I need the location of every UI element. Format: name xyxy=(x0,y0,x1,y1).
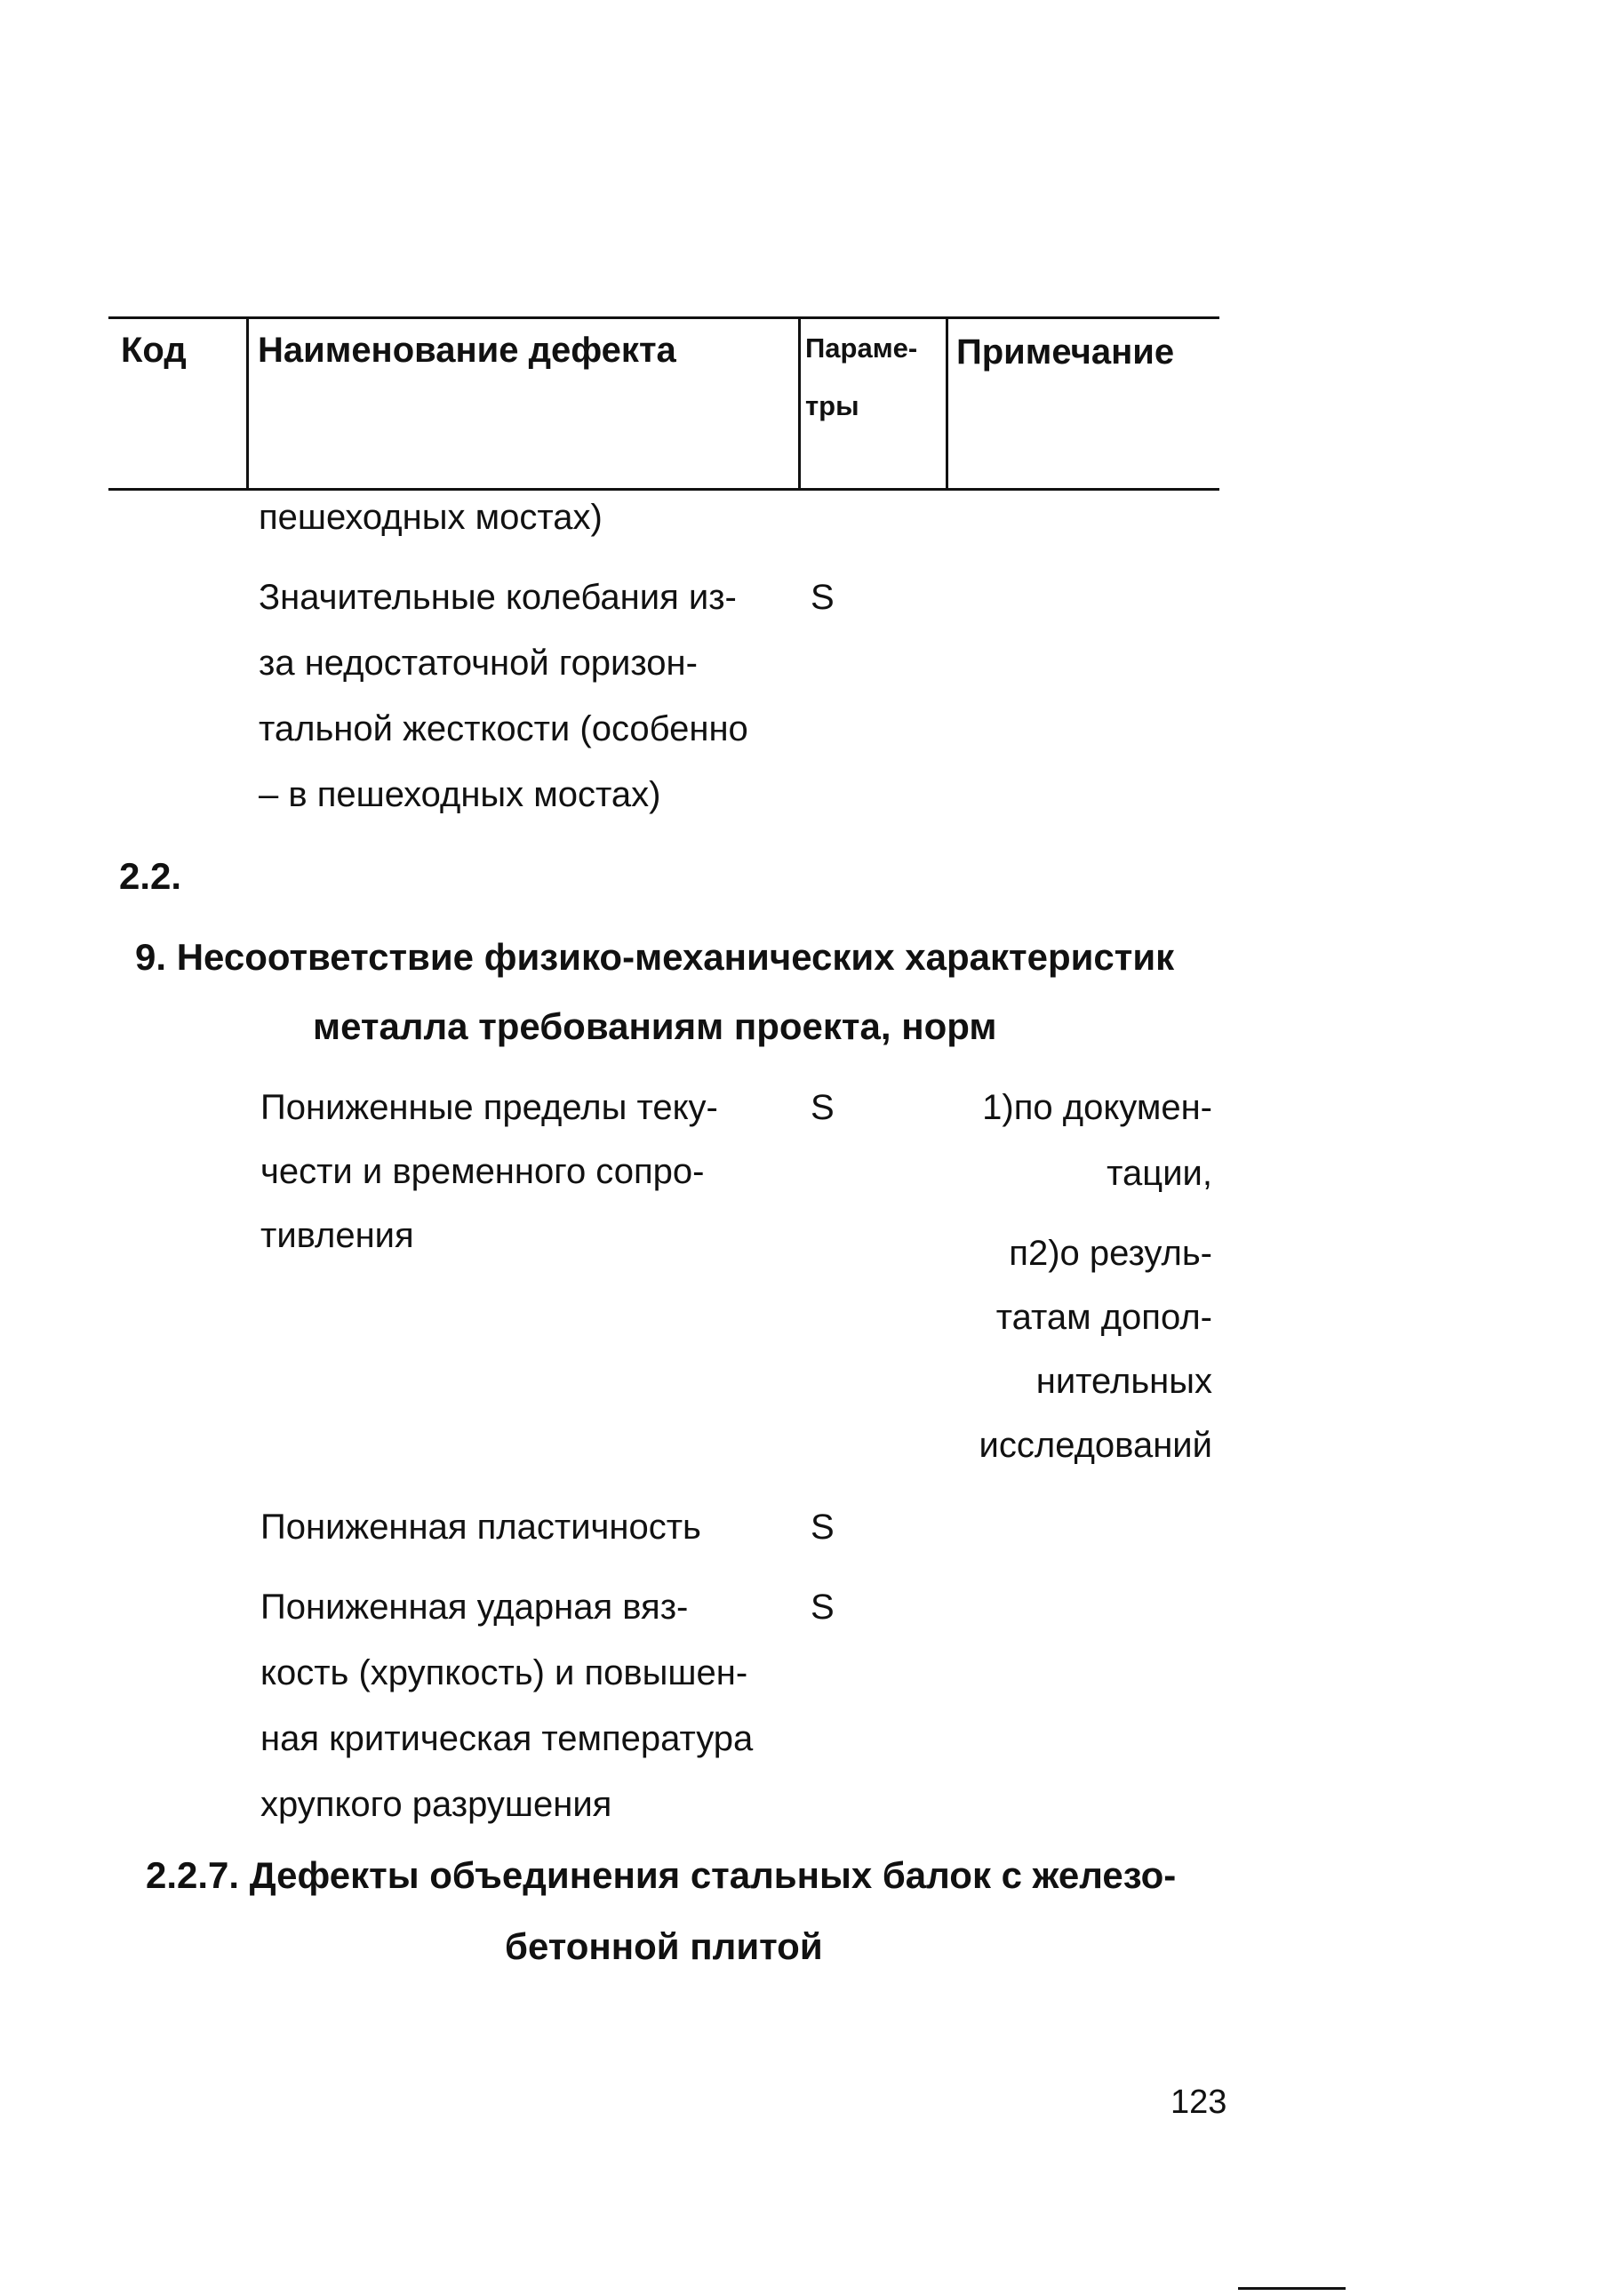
row9-3-name-line-1: Пониженная ударная вяз- xyxy=(260,1588,689,1627)
header-code: Код xyxy=(121,331,187,370)
row9-2-name-line-1: Пониженная пластичность xyxy=(260,1508,701,1547)
header-params-line1: Параме- xyxy=(805,332,918,364)
header-defect-name: Наименование дефекта xyxy=(258,331,676,370)
section9-heading-line1: 9. Несоответствие физико-механических характеристик xyxy=(135,936,1175,978)
row9-3-param: S xyxy=(811,1588,835,1627)
row9-1-note-line-1: 1)по докумен- xyxy=(982,1088,1212,1127)
table-col-divider-3 xyxy=(946,317,948,490)
section9-heading-line2: металла требованиям проекта, норм xyxy=(313,1005,997,1047)
continuation-line: пешеходных мостах) xyxy=(259,498,603,537)
vibration-line-1: Значительные колебания из- xyxy=(259,578,737,617)
table-top-rule xyxy=(108,316,1219,319)
table-col-divider-2 xyxy=(798,317,801,490)
bottom-right-rule xyxy=(1238,2287,1346,2290)
row9-2-param: S xyxy=(811,1508,835,1547)
row9-1-param: S xyxy=(811,1088,835,1127)
header-params-line2: тры xyxy=(805,390,859,421)
header-note: Примечание xyxy=(956,332,1175,372)
row9-1-name-line-2: чести и временного сопро- xyxy=(260,1152,705,1191)
row9-3-name-line-4: хрупкого разрушения xyxy=(260,1785,612,1824)
row9-1-note-line-6: исследований xyxy=(979,1426,1212,1465)
vibration-line-4: – в пешеходных мостах) xyxy=(259,775,661,814)
section227-heading-line1: 2.2.7. Дефекты объединения стальных балок с железо- xyxy=(146,1854,1177,1896)
row9-1-name-line-1: Пониженные пределы теку- xyxy=(260,1088,718,1127)
row9-3-name-line-3: ная критическая температура xyxy=(260,1719,754,1758)
page-number: 123 xyxy=(1171,2084,1227,2121)
row9-1-name-line-3: тивления xyxy=(260,1216,414,1255)
row9-1-note-line-2: тации, xyxy=(1107,1154,1212,1193)
row9-1-note-line-4: татам допол- xyxy=(995,1298,1212,1337)
row9-1-note-line-3: п2)о резуль- xyxy=(1009,1234,1212,1273)
section227-heading-line2: бетонной плитой xyxy=(505,1925,823,1967)
vibration-line-3: тальной жесткости (особенно xyxy=(259,709,748,748)
section-code: 2.2. xyxy=(119,855,182,897)
vibration-param: S xyxy=(811,578,835,617)
table-col-divider-1 xyxy=(246,317,249,490)
row9-1-note-line-5: нительных xyxy=(1035,1362,1212,1401)
row9-3-name-line-2: кость (хрупкость) и повышен- xyxy=(260,1653,748,1692)
vibration-line-2: за недостаточной горизон- xyxy=(259,644,698,683)
